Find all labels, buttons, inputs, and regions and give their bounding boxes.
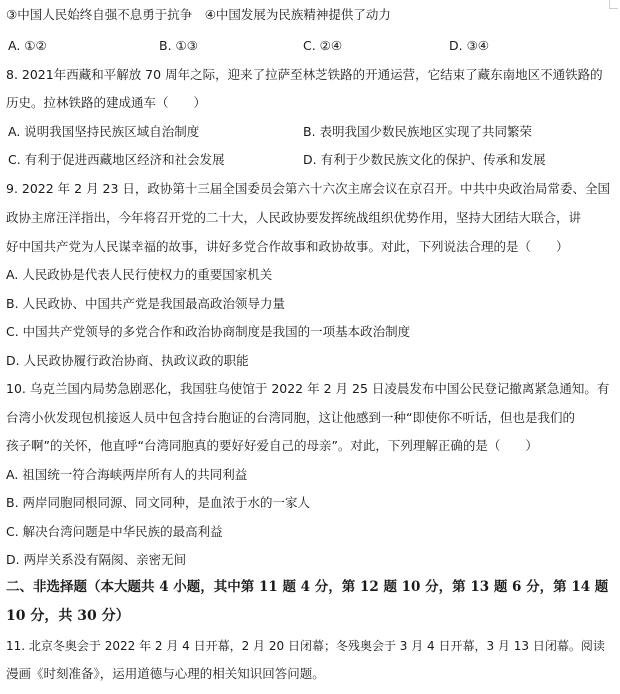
q9-stem-line-2: 政协主席汪洋指出，今年将召开党的二十大，人民政协要发挥统战组织优势作用，坚持大团结大联合，讲 — [6, 210, 582, 225]
section-heading-line-1: 二、非选择题（本大题共 4 小题，其中第 11 题 4 分，第 12 题 10 分，第 13 题 6 分，第 14 题 — [6, 579, 609, 595]
q11-stem-line-2: 漫画《时刻准备》，运用道德与心理的相关知识回答问题。 — [6, 666, 325, 681]
q8-stem-line-1: 8. 2021年西藏和平解放 70 周年之际，迎来了拉萨至林芝铁路的开通运营，它结束了藏东南地区不通铁路的 — [6, 67, 603, 82]
q10-option-c: C. 解决台湾问题是中华民族的最高利益 — [6, 524, 223, 539]
q8-option-c: C. 有利于促进西藏地区经济和社会发展 — [8, 152, 225, 167]
q8-stem-line-2: 历史。拉林铁路的建成通车（ ） — [6, 95, 207, 110]
page-corner-mark — [609, 0, 618, 9]
option-line-continuation: ③中国人民始终自强不息勇于抗争 ④中国发展为民族精神提供了动力 — [6, 7, 391, 22]
q10-stem-line-2: 台湾小伙发现包机接返人员中包含持台胞证的台湾同胞，这让他感到一种“即使你不听话，但也是我们的 — [6, 410, 575, 425]
q10-option-b: B. 两岸同胞同根同源、同文同种，是血浓于水的一家人 — [6, 495, 311, 510]
q10-stem-line-3: 孩子啊”的关怀，他直呼“台湾同胞真的要好好爱自己的母亲”。对此，下列理解正确的是（ ） — [6, 438, 538, 453]
q9-stem-line-3: 好中国共产党为人民谋幸福的故事，讲好多党合作故事和政协故事。对此，下列说法合理的是（ ） — [6, 239, 569, 254]
q9-option-b: B. 人民政协、中国共产党是我国最高政治领导力量 — [6, 296, 286, 311]
q10-option-d: D. 两岸关系没有隔阂、亲密无间 — [6, 552, 187, 567]
q8-option-d: D. 有利于少数民族文化的保护、传承和发展 — [303, 152, 546, 167]
section-heading-line-2: 10 分，共 30 分） — [6, 608, 130, 624]
q7-option-b: B. ①③ — [159, 38, 198, 53]
q7-option-d: D. ③④ — [449, 38, 489, 53]
q9-option-c: C. 中国共产党领导的多党合作和政治协商制度是我国的一项基本政治制度 — [6, 324, 411, 339]
q9-stem-line-1: 9. 2022 年 2 月 23 日，政协第十三届全国委员会第六十六次主席会议在京召开。中共中央政治局常委、全国 — [6, 181, 610, 196]
q7-option-a: A. ①② — [8, 38, 47, 53]
q10-stem-line-1: 10. 乌克兰国内局势急剧恶化，我国驻乌使馆于 2022 年 2 月 25 日凌晨发布中国公民登记撤离紧急通知。有 — [6, 381, 610, 396]
q10-option-a: A. 祖国统一符合海峡两岸所有人的共同利益 — [6, 467, 248, 482]
q8-option-a: A. 说明我国坚持民族区域自治制度 — [8, 124, 200, 139]
q11-stem-line-1: 11. 北京冬奥会于 2022 年 2 月 4 日开幕，2 月 20 日闭幕；冬残奥会于 3 月 4 日开幕，3 月 13 日闭幕。阅读 — [6, 639, 605, 653]
q8-option-b: B. 表明我国少数民族地区实现了共同繁荣 — [303, 124, 533, 139]
q9-option-a: A. 人民政协是代表人民行使权力的重要国家机关 — [6, 267, 273, 282]
q9-option-d: D. 人民政协履行政治协商、执政议政的职能 — [6, 353, 249, 368]
q7-option-c: C. ②④ — [303, 38, 343, 53]
